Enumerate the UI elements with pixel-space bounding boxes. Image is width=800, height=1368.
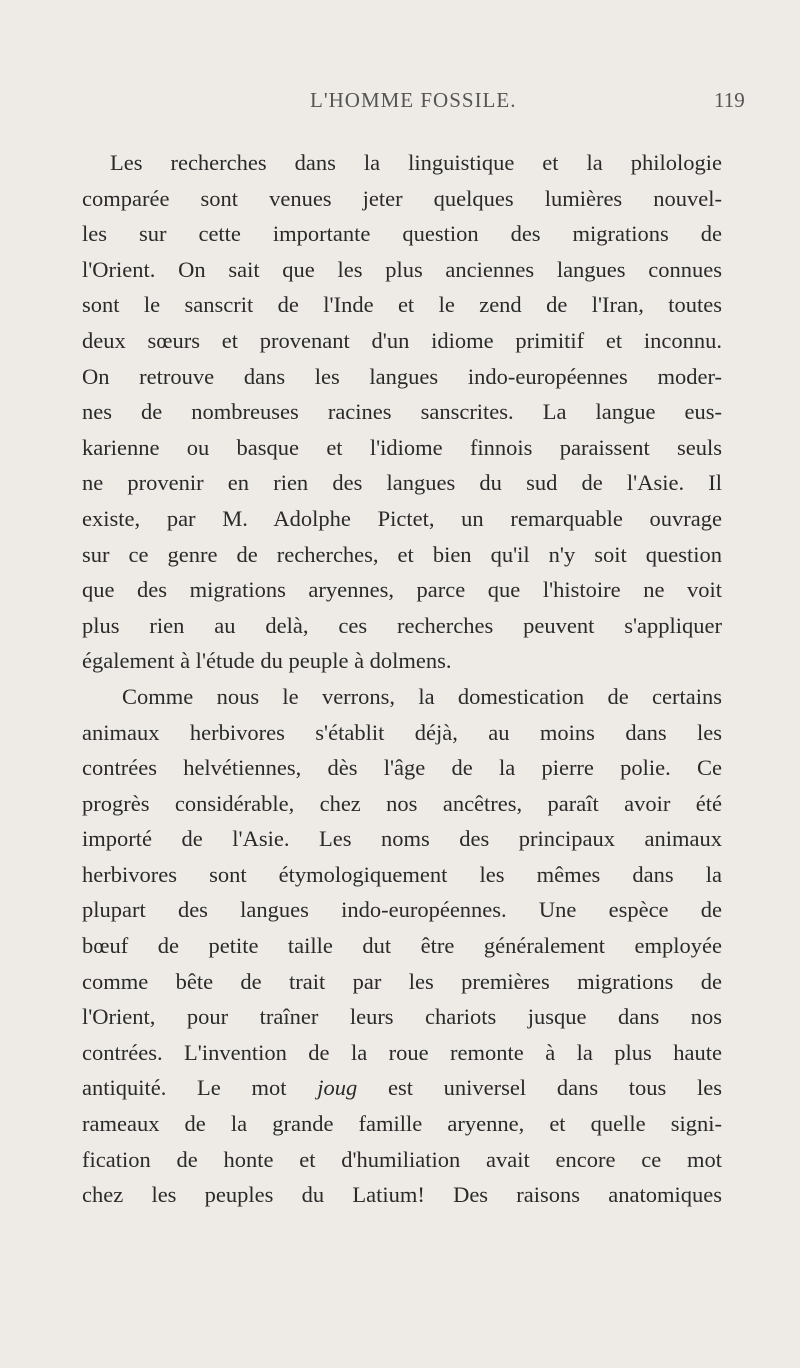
running-head <box>0 88 800 116</box>
page-number: 119 <box>714 88 745 112</box>
text-line: karienne ou basque et l'idiome finnois paraissent seuls <box>82 434 722 460</box>
text-line: herbivores sont étymologiquement les mêmes dans la <box>82 861 722 887</box>
italic-word: joug <box>317 1075 358 1101</box>
text-line: animaux herbivores s'établit déjà, au moins dans les <box>82 719 722 745</box>
text-line: plupart des langues indo-européennes. Une espèce de <box>82 897 722 923</box>
text-line: contrées helvétiennes, dès l'âge de la pierre polie. Ce <box>82 755 722 781</box>
text-line: chez les peuples du Latium! Des raisons anatomiques <box>82 1182 722 1208</box>
text-line: comme bête de trait par les premières migrations de <box>82 968 722 994</box>
text-line: existe, par M. Adolphe Pictet, un remarquable ouvrage <box>82 505 722 531</box>
text-line: deux sœurs et provenant d'un idiome primitif et inconnu. <box>82 327 722 353</box>
running-title: L'HOMME FOSSILE. <box>310 88 517 112</box>
text-line: sont le sanscrit de l'Inde et le zend de l'Iran, toutes <box>82 292 722 318</box>
text-line: sur ce genre de recherches, et bien qu'il n'y soit question <box>82 541 722 567</box>
text-line: l'Orient. On sait que les plus anciennes langues connues <box>82 256 722 282</box>
text-line: rameaux de la grande famille aryenne, et quelle signi- <box>82 1111 722 1137</box>
text-line: nes de nombreuses racines sanscrites. La langue eus- <box>82 399 722 425</box>
text-line: On retrouve dans les langues indo-européennes moder- <box>82 363 722 389</box>
text-fragment: antiquité. Le mot <box>82 1075 318 1101</box>
body-text <box>82 145 722 1213</box>
text-line: Les recherches dans la linguistique et la philologie <box>110 150 722 175</box>
text-line: fication de honte et d'humiliation avait encore ce mot <box>82 1146 722 1172</box>
text-line: les sur cette importante question des migrations de <box>82 221 722 247</box>
text-line: ne provenir en rien des langues du sud de l'Asie. Il <box>82 470 722 496</box>
text-line: plus rien au delà, ces recherches peuvent s'appliquer <box>82 612 722 638</box>
text-line: l'Orient, pour traîner leurs chariots jusque dans nos <box>82 1004 722 1030</box>
text-line: que des migrations aryennes, parce que l'histoire ne voit <box>82 577 722 603</box>
text-line: également à l'étude du peuple à dolmens. <box>82 648 452 674</box>
text-line: contrées. L'invention de la roue remonte à la plus haute <box>82 1039 722 1065</box>
text-line: progrès considérable, chez nos ancêtres, paraît avoir été <box>82 790 722 816</box>
text-line: comparée sont venues jeter quelques lumières nouvel- <box>82 185 722 211</box>
text-line: Comme nous le verrons, la domestication de certains <box>122 683 722 709</box>
text-line-with-italic <box>82 1070 722 1106</box>
text-fragment: est universel dans tous les <box>387 1075 723 1101</box>
text-line: importé de l'Asie. Les noms des principaux animaux <box>82 826 722 852</box>
text-line: bœuf de petite taille dut être généralement employée <box>82 933 722 959</box>
